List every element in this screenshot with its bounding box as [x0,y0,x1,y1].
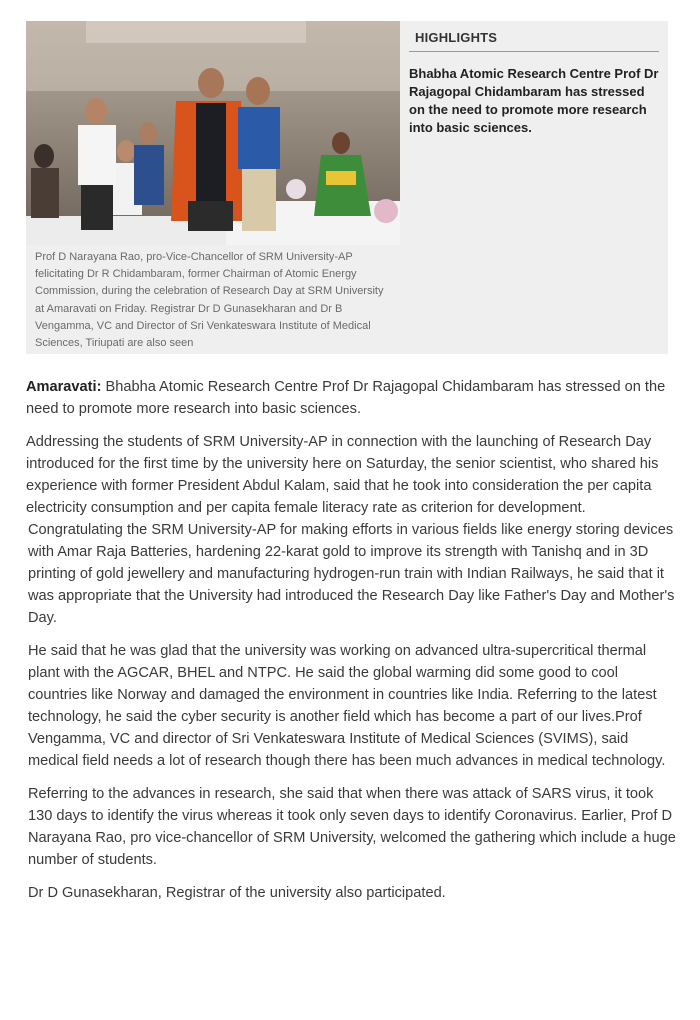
photo-caption: Prof D Narayana Rao, pro-Vice-Chancellor of SRM University-AP felicitating Dr R Chidambaram, former Chairman of Atomic Energy Commission, during the celebration of Research Day at SRM University at Amaravati on Friday. Registrar Dr D Gunasekharan and Dr B Vengamma, VC and Director of Sri Venkateswara Institute of Medical Sciences, Tiriupati are also seen [35,251,384,350]
dateline: Amaravati: [26,379,102,395]
figure-and-highlights [26,21,668,354]
article-paragraph: He said that he was glad that the university was working on advanced ultra-supercritical thermal plant with the AGCAR, BHEL and NTPC. He said the global warming did some good to cool countries like Norway and damaged the environment in countries like India. Referring to the latest technology, he said the cyber security is another field which has become a part of our lives.Prof Vengamma, VC and director of Sri Venkateswara Institute of Medical Sciences (SVIMS), said medical field needs a lot of research though there has been much advances in medical technology. [28,643,666,769]
article-photo[interactable] [26,21,400,245]
article-paragraph: Addressing the students of SRM University-AP in connection with the launching of Research Day introduced for the first time by the university here on Saturday, the senior scientist, who shared his experience with former President Abdul Kalam, said that he took into consideration the per capita electricity consumption and per capita female literacy rate as criterion for development. [26,434,659,516]
photo-of-felicitation-ceremony-icon [26,21,400,245]
highlights-text: Bhabha Atomic Research Centre Prof Dr Rajagopal Chidambaram has stressed on the need to promote more research into basic sciences. [409,66,659,135]
article-paragraph: Congratulating the SRM University-AP for making efforts in various fields like energy storing devices with Amar Raja Batteries, hardening 22-karat gold to improve its strength with Tanishq and in 3D printing of gold jewellery and manufacturing hydrogen-run train with Indian Railways, he said that it was appropriate that the University had introduced the Research Day like Father's Day and Mother's Day. [28,522,675,626]
article-lead-paragraph [26,376,676,420]
lead-text: Bhabha Atomic Research Centre Prof Dr Rajagopal Chidambaram has stressed on the need to promote more research into basic sciences. [26,379,666,417]
article-paragraph: Referring to the advances in research, she said that when there was attack of SARS virus, it took 130 days to identify the virus whereas it took only seven days to identify Coronavirus. Earlier, Prof D Narayana Rao, pro vice-chancellor of SRM University, welcomed the gathering which include a huge number of students. [28,786,676,868]
highlights-box [409,21,659,137]
article-body [26,376,676,915]
article-paragraph: Dr D Gunasekharan, Registrar of the university also participated. [28,885,446,901]
highlights-title: HIGHLIGHTS [409,30,659,52]
